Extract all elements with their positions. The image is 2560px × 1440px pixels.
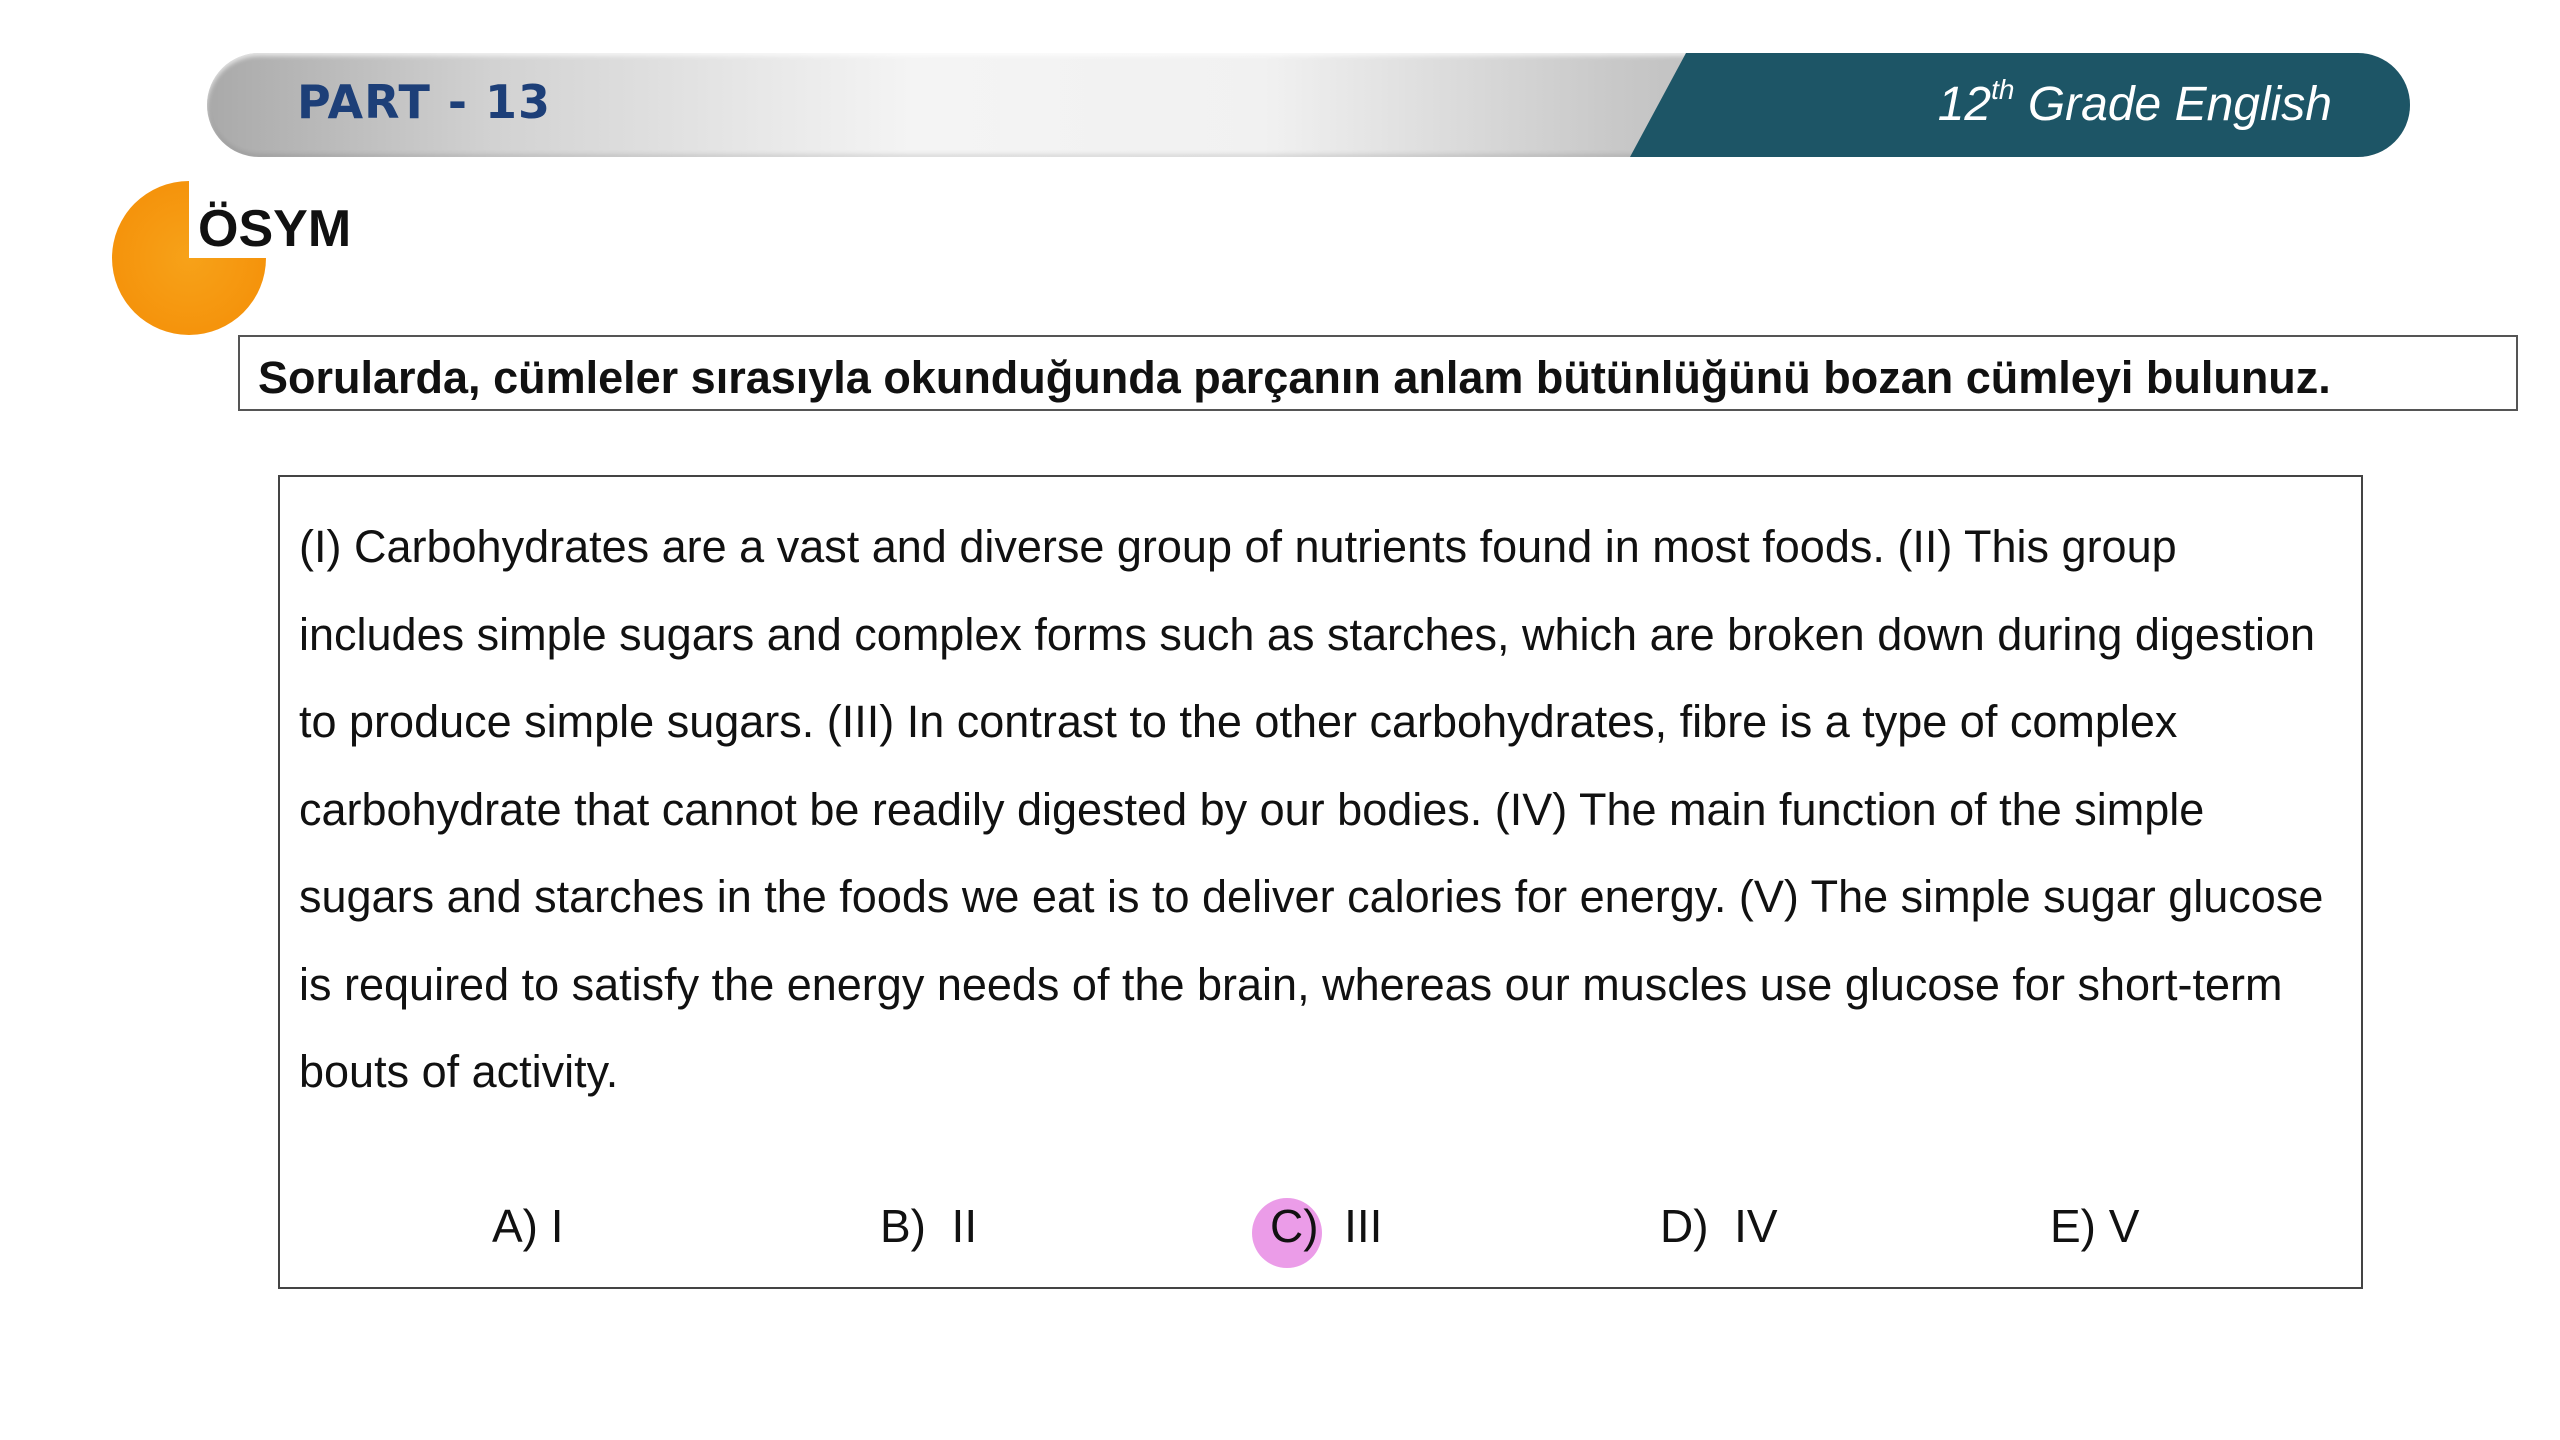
option-b[interactable]: B) II <box>880 1200 978 1252</box>
grade-superscript: th <box>1991 74 2015 105</box>
question-box <box>278 475 2363 1289</box>
logo-text: ÖSYM <box>198 200 352 258</box>
option-d[interactable]: D) IV <box>1660 1200 1778 1252</box>
option-c[interactable]: C) III <box>1270 1200 1383 1252</box>
option-e[interactable]: E) V <box>2050 1200 2140 1252</box>
instruction-box <box>238 335 2518 411</box>
grade-rest: Grade English <box>2014 78 2332 131</box>
part-label: PART - 13 <box>297 75 551 129</box>
question-passage: (I) Carbohydrates are a vast and diverse group of nutrients found in most foods. (II) This group includes simple sugars and complex forms such as starches, which are broken down during digestion to produce simple sugars. (III) In contrast to the other carbohydrates, fibre is a type of complex carbohydrate that cannot be readily digested by our bodies. (IV) The main function of the simple sugars and starches in the foods we eat is to deliver calories for energy. (V) The simple sugar glucose is required to satisfy the energy needs of the brain, whereas our muscles use glucose for short-term bouts of activity. <box>299 521 2324 1097</box>
instruction-text: Sorularda, cümleler sırasıyla okunduğunda parçanın anlam bütünlüğünü bozan cümleyi bulunuz. <box>258 352 2331 403</box>
option-a[interactable]: A) I <box>492 1200 564 1252</box>
course-title <box>1937 74 2332 132</box>
grade-number: 12 <box>1937 78 1992 131</box>
header-banner <box>207 53 2410 157</box>
